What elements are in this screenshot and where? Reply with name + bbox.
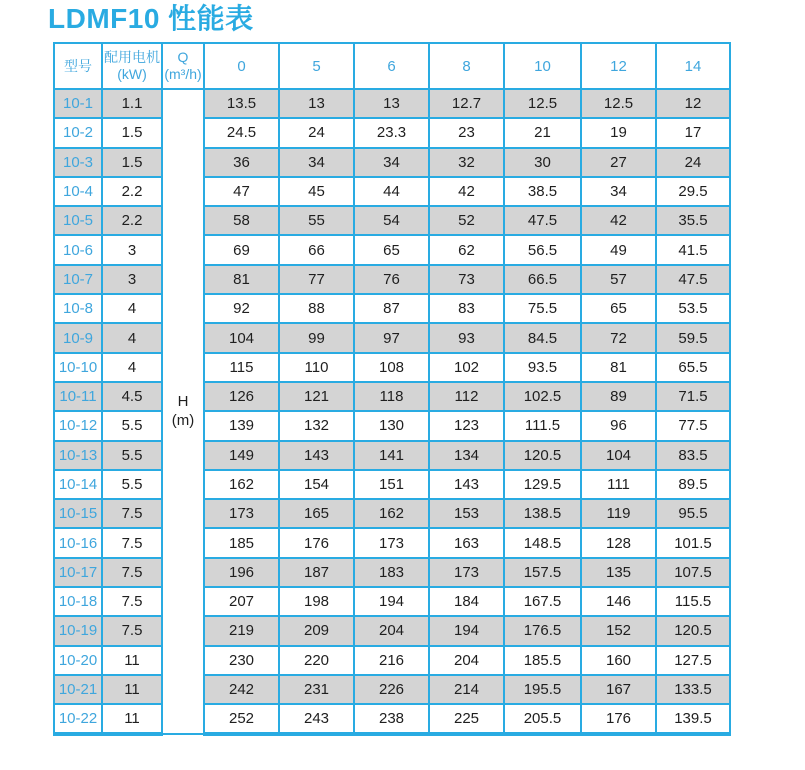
table-row (54, 294, 730, 323)
motor-cell: 2.2 (102, 177, 162, 206)
head-value-cell: 41.5 (656, 235, 730, 264)
head-value-cell: 160 (581, 646, 656, 675)
head-value-cell: 198 (279, 587, 354, 616)
head-value-cell: 173 (204, 499, 279, 528)
motor-cell: 1.1 (102, 89, 162, 118)
model-cell: 10-9 (54, 323, 102, 352)
table-row (54, 441, 730, 470)
head-value-cell: 47.5 (504, 206, 581, 235)
head-value-cell: 135 (581, 558, 656, 587)
head-value-cell: 176.5 (504, 616, 581, 645)
head-value-cell: 176 (581, 704, 656, 733)
head-value-cell: 115 (204, 353, 279, 382)
head-value-cell: 34 (581, 177, 656, 206)
flow-value-header: 14 (656, 43, 730, 89)
head-value-cell: 108 (354, 353, 429, 382)
table-row (54, 646, 730, 675)
head-value-cell: 56.5 (504, 235, 581, 264)
head-value-cell: 49 (581, 235, 656, 264)
model-cell: 10-14 (54, 470, 102, 499)
head-value-cell: 66 (279, 235, 354, 264)
flow-value-header: 0 (204, 43, 279, 89)
table-row (54, 675, 730, 704)
head-value-cell: 163 (429, 528, 504, 557)
head-value-cell: 72 (581, 323, 656, 352)
head-value-cell: 127.5 (656, 646, 730, 675)
head-value-cell: 99 (279, 323, 354, 352)
flow-value-header: 5 (279, 43, 354, 89)
table-row (54, 118, 730, 147)
head-value-cell: 121 (279, 382, 354, 411)
head-value-cell: 209 (279, 616, 354, 645)
head-value-cell: 226 (354, 675, 429, 704)
head-value-cell: 27 (581, 148, 656, 177)
head-value-cell: 101.5 (656, 528, 730, 557)
head-value-cell: 59.5 (656, 323, 730, 352)
head-value-cell: 173 (354, 528, 429, 557)
table-row (54, 89, 730, 118)
head-value-cell: 24 (656, 148, 730, 177)
head-value-cell: 42 (581, 206, 656, 235)
head-value-cell: 65 (354, 235, 429, 264)
head-value-cell: 183 (354, 558, 429, 587)
head-value-cell: 148.5 (504, 528, 581, 557)
head-value-cell: 162 (204, 470, 279, 499)
head-value-cell: 77.5 (656, 411, 730, 440)
motor-cell: 1.5 (102, 148, 162, 177)
head-value-cell: 204 (429, 646, 504, 675)
head-value-cell: 75.5 (504, 294, 581, 323)
head-value-cell: 185.5 (504, 646, 581, 675)
motor-cell: 11 (102, 704, 162, 733)
head-value-cell: 214 (429, 675, 504, 704)
head-value-cell: 77 (279, 265, 354, 294)
head-value-cell: 252 (204, 704, 279, 733)
table-row (54, 265, 730, 294)
model-column-header (54, 43, 102, 89)
model-cell: 10-11 (54, 382, 102, 411)
head-value-cell: 12.5 (504, 89, 581, 118)
head-value-cell: 119 (581, 499, 656, 528)
motor-cell: 11 (102, 675, 162, 704)
motor-cell: 5.5 (102, 441, 162, 470)
head-value-cell: 65.5 (656, 353, 730, 382)
head-value-cell: 139 (204, 411, 279, 440)
motor-cell: 7.5 (102, 587, 162, 616)
head-value-cell: 238 (354, 704, 429, 733)
head-value-cell: 118 (354, 382, 429, 411)
table-row (54, 353, 730, 382)
head-value-cell: 184 (429, 587, 504, 616)
head-value-cell: 17 (656, 118, 730, 147)
head-value-cell: 107.5 (656, 558, 730, 587)
head-value-cell: 73 (429, 265, 504, 294)
head-value-cell: 243 (279, 704, 354, 733)
motor-cell: 5.5 (102, 470, 162, 499)
header-row (54, 43, 730, 89)
head-value-cell: 24 (279, 118, 354, 147)
head-value-cell: 52 (429, 206, 504, 235)
head-value-cell: 194 (354, 587, 429, 616)
head-value-cell: 35.5 (656, 206, 730, 235)
table-row (54, 206, 730, 235)
head-value-cell: 126 (204, 382, 279, 411)
table-row (54, 616, 730, 645)
head-value-cell: 151 (354, 470, 429, 499)
head-value-cell: 92 (204, 294, 279, 323)
head-value-cell: 69 (204, 235, 279, 264)
head-value-cell: 93 (429, 323, 504, 352)
head-value-cell: 128 (581, 528, 656, 557)
head-value-cell: 185 (204, 528, 279, 557)
flow-value-header: 6 (354, 43, 429, 89)
head-value-cell: 194 (429, 616, 504, 645)
head-value-cell: 141 (354, 441, 429, 470)
model-cell: 10-12 (54, 411, 102, 440)
table-row (54, 411, 730, 440)
head-value-cell: 83.5 (656, 441, 730, 470)
head-value-cell: 65 (581, 294, 656, 323)
table-body (54, 89, 730, 734)
table-row (54, 470, 730, 499)
motor-cell: 7.5 (102, 528, 162, 557)
motor-cell: 11 (102, 646, 162, 675)
head-value-cell: 36 (204, 148, 279, 177)
head-value-cell: 47 (204, 177, 279, 206)
flow-value-header: 8 (429, 43, 504, 89)
head-value-cell: 167 (581, 675, 656, 704)
motor-cell: 4 (102, 294, 162, 323)
flow-value-header: 12 (581, 43, 656, 89)
motor-header-label: 配用电机 (104, 49, 160, 66)
head-value-cell: 45 (279, 177, 354, 206)
head-value-cell: 30 (504, 148, 581, 177)
head-value-cell: 173 (429, 558, 504, 587)
head-value-cell: 38.5 (504, 177, 581, 206)
head-value-cell: 13.5 (204, 89, 279, 118)
table-row (54, 558, 730, 587)
head-value-cell: 132 (279, 411, 354, 440)
head-value-cell: 83 (429, 294, 504, 323)
table-row (54, 382, 730, 411)
head-value-cell: 81 (204, 265, 279, 294)
motor-cell: 4.5 (102, 382, 162, 411)
head-value-cell: 157.5 (504, 558, 581, 587)
model-cell: 10-13 (54, 441, 102, 470)
head-value-cell: 102 (429, 353, 504, 382)
performance-table (53, 42, 731, 736)
head-value-cell: 149 (204, 441, 279, 470)
motor-cell: 4 (102, 353, 162, 382)
model-header-label: 型号 (64, 57, 92, 74)
head-value-cell: 23 (429, 118, 504, 147)
flow-header-label: Q (177, 49, 189, 66)
head-value-cell: 84.5 (504, 323, 581, 352)
model-cell: 10-16 (54, 528, 102, 557)
head-value-cell: 21 (504, 118, 581, 147)
model-cell: 10-18 (54, 587, 102, 616)
motor-cell: 3 (102, 235, 162, 264)
table-row (54, 704, 730, 733)
model-cell: 10-19 (54, 616, 102, 645)
head-value-cell: 57 (581, 265, 656, 294)
model-cell: 10-6 (54, 235, 102, 264)
head-value-cell: 195.5 (504, 675, 581, 704)
table-row (54, 177, 730, 206)
head-unit: (m) (171, 412, 195, 430)
head-value-cell: 139.5 (656, 704, 730, 733)
head-value-cell: 12.7 (429, 89, 504, 118)
head-value-cell: 89.5 (656, 470, 730, 499)
head-value-cell: 120.5 (504, 441, 581, 470)
model-cell: 10-21 (54, 675, 102, 704)
head-value-cell: 138.5 (504, 499, 581, 528)
model-cell: 10-5 (54, 206, 102, 235)
head-value-cell: 207 (204, 587, 279, 616)
head-value-cell: 53.5 (656, 294, 730, 323)
head-value-cell: 44 (354, 177, 429, 206)
head-value-cell: 154 (279, 470, 354, 499)
head-value-cell: 104 (581, 441, 656, 470)
motor-header-unit: (kW) (117, 66, 147, 82)
head-value-cell: 71.5 (656, 382, 730, 411)
model-cell: 10-22 (54, 704, 102, 733)
model-cell: 10-15 (54, 499, 102, 528)
head-value-cell: 134 (429, 441, 504, 470)
model-cell: 10-20 (54, 646, 102, 675)
head-value-cell: 152 (581, 616, 656, 645)
head-value-cell: 13 (354, 89, 429, 118)
head-value-cell: 62 (429, 235, 504, 264)
flow-column-header (162, 43, 204, 89)
motor-cell: 3 (102, 265, 162, 294)
table-row (54, 323, 730, 352)
head-value-cell: 89 (581, 382, 656, 411)
head-value-cell: 104 (204, 323, 279, 352)
head-value-cell: 204 (354, 616, 429, 645)
model-cell: 10-10 (54, 353, 102, 382)
flow-header-unit: (m³/h) (164, 66, 202, 82)
head-value-cell: 95.5 (656, 499, 730, 528)
head-value-cell: 12.5 (581, 89, 656, 118)
head-value-cell: 115.5 (656, 587, 730, 616)
head-value-cell: 58 (204, 206, 279, 235)
head-value-cell: 216 (354, 646, 429, 675)
motor-cell: 7.5 (102, 499, 162, 528)
head-value-cell: 97 (354, 323, 429, 352)
head-value-cell: 29.5 (656, 177, 730, 206)
head-value-cell: 88 (279, 294, 354, 323)
head-value-cell: 242 (204, 675, 279, 704)
head-value-cell: 55 (279, 206, 354, 235)
head-value-cell: 111 (581, 470, 656, 499)
motor-cell: 7.5 (102, 558, 162, 587)
head-value-cell: 143 (429, 470, 504, 499)
head-value-cell: 12 (656, 89, 730, 118)
head-value-cell: 162 (354, 499, 429, 528)
head-value-cell: 205.5 (504, 704, 581, 733)
head-value-cell: 230 (204, 646, 279, 675)
head-value-cell: 13 (279, 89, 354, 118)
motor-cell: 1.5 (102, 118, 162, 147)
flow-value-header: 10 (504, 43, 581, 89)
head-value-cell: 87 (354, 294, 429, 323)
head-value-cell: 143 (279, 441, 354, 470)
head-value-cell: 120.5 (656, 616, 730, 645)
head-value-cell: 47.5 (656, 265, 730, 294)
head-value-cell: 66.5 (504, 265, 581, 294)
head-value-cell: 110 (279, 353, 354, 382)
head-value-cell: 111.5 (504, 411, 581, 440)
motor-cell: 7.5 (102, 616, 162, 645)
head-value-cell: 93.5 (504, 353, 581, 382)
head-value-cell: 146 (581, 587, 656, 616)
head-value-cell: 112 (429, 382, 504, 411)
head-value-cell: 196 (204, 558, 279, 587)
head-value-cell: 220 (279, 646, 354, 675)
head-value-cell: 167.5 (504, 587, 581, 616)
head-value-cell: 231 (279, 675, 354, 704)
head-value-cell: 23.3 (354, 118, 429, 147)
table-row (54, 587, 730, 616)
table-row (54, 528, 730, 557)
motor-cell: 2.2 (102, 206, 162, 235)
model-cell: 10-4 (54, 177, 102, 206)
motor-cell: 4 (102, 323, 162, 352)
table-row (54, 499, 730, 528)
head-value-cell: 32 (429, 148, 504, 177)
motor-column-header (102, 43, 162, 89)
model-cell: 10-2 (54, 118, 102, 147)
head-value-cell: 225 (429, 704, 504, 733)
head-value-cell: 54 (354, 206, 429, 235)
head-label: H (177, 392, 189, 410)
table-row (54, 148, 730, 177)
head-value-cell: 24.5 (204, 118, 279, 147)
table-row (54, 235, 730, 264)
head-value-cell: 76 (354, 265, 429, 294)
head-value-cell: 102.5 (504, 382, 581, 411)
model-cell: 10-17 (54, 558, 102, 587)
head-value-cell: 123 (429, 411, 504, 440)
head-value-cell: 96 (581, 411, 656, 440)
head-value-cell: 34 (354, 148, 429, 177)
model-cell: 10-8 (54, 294, 102, 323)
head-value-cell: 219 (204, 616, 279, 645)
head-value-cell: 34 (279, 148, 354, 177)
head-value-cell: 187 (279, 558, 354, 587)
head-value-cell: 176 (279, 528, 354, 557)
motor-cell: 5.5 (102, 411, 162, 440)
head-value-cell: 81 (581, 353, 656, 382)
page-title: LDMF10 性能表 (48, 3, 254, 34)
model-cell: 10-1 (54, 89, 102, 118)
model-cell: 10-3 (54, 148, 102, 177)
head-value-cell: 42 (429, 177, 504, 206)
head-value-cell: 129.5 (504, 470, 581, 499)
head-value-cell: 130 (354, 411, 429, 440)
head-value-cell: 165 (279, 499, 354, 528)
head-value-cell: 153 (429, 499, 504, 528)
head-value-cell: 133.5 (656, 675, 730, 704)
head-unit-cell (162, 89, 204, 734)
model-cell: 10-7 (54, 265, 102, 294)
head-value-cell: 19 (581, 118, 656, 147)
